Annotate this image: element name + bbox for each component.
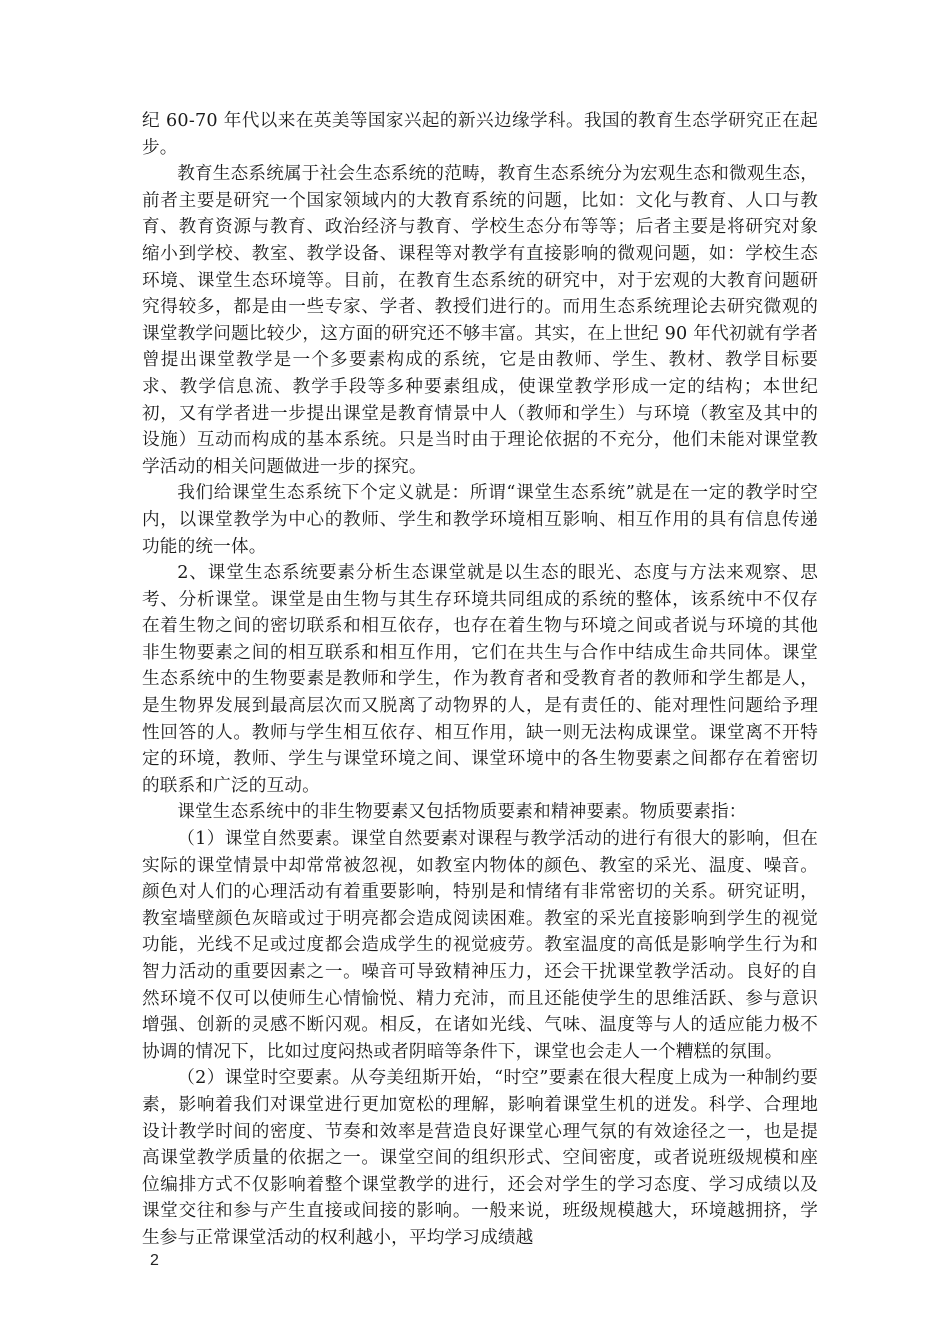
paragraph: （2）课堂时空要素。从夸美纽斯开始，“时空”要素在很大程度上成为一种制约要素，影响着我们对课堂进行更加宽松的理解，影响着课堂生机的迸发。科学、合理地设计教学时间的密度、节奏和效率是营造良好课堂心理气氛的有效途径之一，也是提高课堂教学质量的依据之一。课堂空间的组织形式、空间密度，或者说班级规模和座位编排方式不仅影响着整个课堂教学的进行，还会对学生的学习态度、学习成绩以及课堂交往和参与产生直接或间接的影响。一般来说，班级规模越大，环境越拥挤，学生参与正常课堂活动的权利越小，平均学习成绩越	[142, 1068, 818, 1248]
paragraph: 我们给课堂生态系统下个定义就是：所谓“课堂生态系统”就是在一定的教学时空内，以课堂教学为中心的教师、学生和教学环境相互影响、相互作用的具有信息传递功能的统一体。	[142, 483, 818, 557]
document-body	[142, 108, 818, 1252]
paragraph: 纪 60-70 年代以来在英美等国家兴起的新兴边缘学科。我国的教育生态学研究正在起步。	[142, 111, 818, 158]
paragraph: 课堂生态系统中的非生物要素又包括物质要素和精神要素。物质要素指：	[177, 802, 747, 823]
paragraph: 教育生态系统属于社会生态系统的范畴，教育生态系统分为宏观生态和微观生态，前者主要是研究一个国家领域内的大教育系统的问题，比如：文化与教育、人口与教育、教育资源与教育、政治经济与教育、学校生态分布等等；后者主要是将研究对象缩小到学校、教室、教学设备、课程等对教学有直接影响的微观问题，如：学校生态环境、课堂生态环境等。目前，在教育生态系统的研究中，对于宏观的大教育问题研究得较多，都是由一些专家、学者、教授们进行的。而用生态系统理论去研究微观的课堂教学问题比较少，这方面的研究还不够丰富。其实，在上世纪 90 年代初就有学者曾提出课堂教学是一个多要素构成的系统，它是由教师、学生、教材、教学目标要求、教学信息流、教学手段等多种要素组成，使课堂教学形成一定的结构；本世纪初，又有学者进一步提出课堂是教育情景中人（教师和学生）与环境（教室及其中的设施）互动而构成的基本系统。只是当时由于理论依据的不充分，他们未能对课堂教学活动的相关问题做进一步的探究。	[142, 164, 818, 477]
page-number: 2	[150, 1252, 159, 1269]
paragraph: 2、课堂生态系统要素分析生态课堂就是以生态的眼光、态度与方法来观察、思考、分析课堂。课堂是由生物与其生存环境共同组成的系统的整体，该系统中不仅存在着生物之间的密切联系和相互依存，也存在着生物与环境之间或者说与环境的其他非生物要素之间的相互联系和相互作用，它们在共生与合作中结成生命共同体。课堂生态系统中的生物要素是教师和学生，作为教育者和受教育者的教师和学生都是人，是生物界发展到最高层次而又脱离了动物界的人，是有责任的、能对理性问题给予理性回答的人。教师与学生相互依存、相互作用，缺一则无法构成课堂。课堂离不开特定的环境，教师、学生与课堂环境之间、课堂环境中的各生物要素之间都存在着密切的联系和广泛的互动。	[142, 563, 818, 796]
paragraph: （1）课堂自然要素。课堂自然要素对课程与教学活动的进行有很大的影响，但在实际的课堂情景中却常常被忽视，如教室内物体的颜色、教室的采光、温度、噪音。颜色对人们的心理活动有着重要影响，特别是和情绪有非常密切的关系。研究证明，教室墙壁颜色灰暗或过于明亮都会造成阅读困难。教室的采光直接影响到学生的视觉功能，光线不足或过度都会造成学生的视觉疲劳。教室温度的高低是影响学生行为和智力活动的重要因素之一。噪音可导致精神压力，还会干扰课堂教学活动。良好的自然环境不仅可以使师生心情愉悦、精力充沛，而且还能使学生的思维活跃、参与意识增强、创新的灵感不断闪观。相反，在诸如光线、气味、温度等与人的适应能力极不协调的情况下，比如过度闷热或者阴暗等条件下，课堂也会走人一个糟糕的氛围。	[142, 829, 818, 1062]
